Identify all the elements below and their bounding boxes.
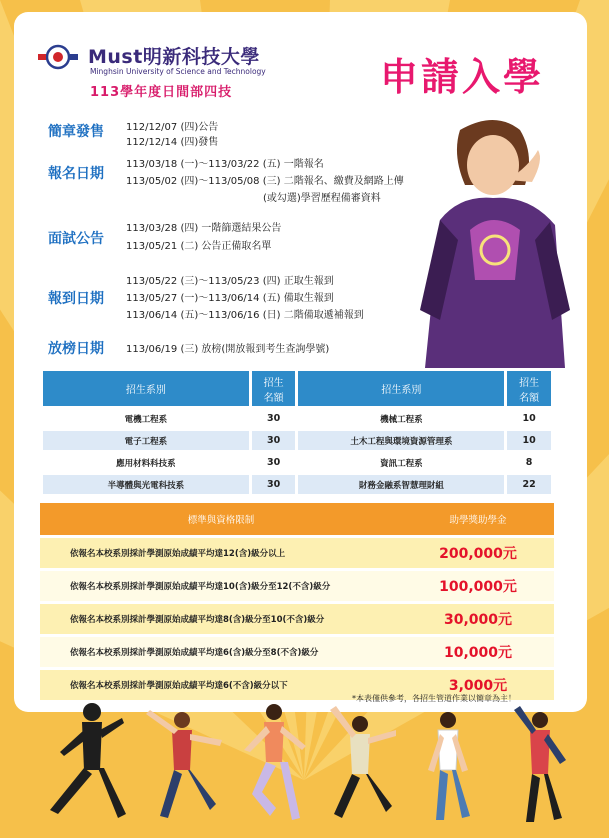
schedule-line: 113/05/21 (二) 公告正備取名單 (126, 241, 272, 252)
column-header-quota: 招生 名額 (252, 371, 296, 406)
column-header-department: 招生系別 (298, 371, 504, 406)
scholarship-criteria: 依報名本校系別採計學測原始成績平均達12(含)級分以上 (40, 538, 402, 568)
schedule-line: (或勾選)學習歷程備審資料 (263, 193, 381, 204)
department-quota: 10 (507, 409, 551, 428)
column-header-quota: 招生 名額 (507, 371, 551, 406)
schedule-line: 112/12/07 (四)公告 (126, 122, 219, 133)
column-header-amount: 助學獎助學金 (402, 503, 554, 535)
table-row (43, 475, 551, 494)
department-quota: 8 (507, 453, 551, 472)
department-quota: 22 (507, 475, 551, 494)
table-row (40, 604, 554, 634)
program-title: 113學年度日間部四技 (90, 85, 233, 100)
department-name: 電子工程系 (43, 431, 249, 450)
schedule-line: 112/12/14 (四)發售 (126, 137, 219, 148)
page-title: 申請入學 (380, 55, 545, 99)
column-header-criteria: 標準與資格限制 (40, 503, 402, 535)
scholarship-amount: 100,000元 (402, 571, 554, 601)
schedule-line: 113/05/27 (一)～113/06/14 (五) 備取生報到 (126, 293, 334, 304)
table-row (43, 453, 551, 472)
department-name: 資訊工程系 (298, 453, 504, 472)
department-quota: 30 (252, 431, 296, 450)
department-quota: 30 (252, 475, 296, 494)
scholarship-table (40, 500, 554, 703)
department-quota: 10 (507, 431, 551, 450)
student-photo (420, 110, 570, 368)
department-name: 半導體與光電科技系 (43, 475, 249, 494)
table-row (40, 538, 554, 568)
schedule-line: 113/05/22 (三)～113/05/23 (四) 正取生報到 (126, 276, 334, 287)
department-name: 財務金融系智慧理財組 (298, 475, 504, 494)
disclaimer-note: *本表僅供參考，各招生管道作業以簡章為主！ (352, 694, 516, 703)
scholarship-amount: 30,000元 (402, 604, 554, 634)
scholarship-criteria: 依報名本校系別採計學測原始成績平均達6(不含)級分以下 (40, 670, 402, 700)
table-row (43, 409, 551, 428)
university-emblem-icon (36, 44, 80, 70)
scholarship-amount: 200,000元 (402, 538, 554, 568)
scholarship-criteria: 依報名本校系別採計學測原始成績平均達10(含)級分至12(不含)級分 (40, 571, 402, 601)
schedule-label: 報到日期 (48, 291, 104, 307)
table-row (40, 637, 554, 667)
scholarship-criteria: 依報名本校系別採計學測原始成績平均達8(含)級分至10(不含)級分 (40, 604, 402, 634)
schedule-line: 113/03/18 (一)～113/03/22 (五) 一階報名 (126, 159, 324, 170)
scholarship-amount: 3,000元 (402, 670, 554, 700)
column-header-department: 招生系別 (43, 371, 249, 406)
schedule-line: 113/03/28 (四) 一階篩選結果公告 (126, 223, 282, 234)
jumping-students-photo (0, 690, 609, 838)
schedule-label: 報名日期 (48, 166, 104, 182)
table-row (40, 571, 554, 601)
schedule-label: 放榜日期 (48, 341, 104, 357)
scholarship-amount: 10,000元 (402, 637, 554, 667)
department-name: 電機工程系 (43, 409, 249, 428)
scholarship-criteria: 依報名本校系別採計學測原始成績平均達6(含)級分至8(不含)級分 (40, 637, 402, 667)
department-quota: 30 (252, 409, 296, 428)
schedule-line: 113/06/14 (五)～113/06/16 (日) 二階備取遞補報到 (126, 310, 364, 321)
department-quota: 30 (252, 453, 296, 472)
university-logo-text: Must明新科技大學 (88, 46, 260, 68)
schedule-label: 簡章發售 (48, 124, 104, 140)
department-name: 應用材料科技系 (43, 453, 249, 472)
department-quota-table (40, 368, 554, 497)
schedule-line: 113/06/19 (三) 放榜(開放報到考生查詢學號) (126, 344, 330, 355)
schedule-line: 113/05/02 (四)～113/05/08 (三) 二階報名、繳費及網路上傳 (126, 176, 404, 187)
department-name: 土木工程與環境資源管理系 (298, 431, 504, 450)
schedule-label: 面試公告 (48, 231, 104, 247)
university-english-name: Minghsin University of Science and Technology (90, 67, 266, 76)
table-row (43, 431, 551, 450)
department-name: 機械工程系 (298, 409, 504, 428)
